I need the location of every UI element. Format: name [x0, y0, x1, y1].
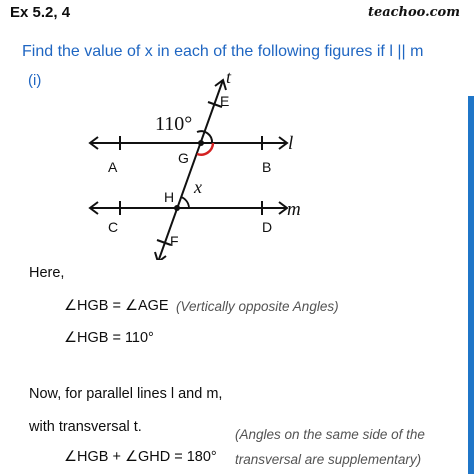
question-text: Find the value of x in each of the following figures if l || m — [22, 43, 424, 60]
label-h: H — [164, 189, 175, 205]
label-t: t — [226, 67, 232, 87]
label-l: l — [288, 133, 294, 154]
brand-logo: teachoo.com — [367, 5, 460, 20]
angle-110-label: 110° — [155, 113, 193, 135]
solution-here: Here, — [29, 265, 65, 281]
transversal-line: with transversal t. — [29, 419, 142, 435]
angle-x-label: x — [194, 177, 202, 197]
transversal-t — [158, 80, 223, 260]
label-m: m — [287, 199, 301, 220]
top-bar — [0, 0, 474, 30]
arc-x — [181, 197, 189, 208]
label-d: D — [262, 219, 273, 235]
point-h — [174, 205, 180, 211]
point-g — [198, 140, 204, 146]
equation-1-note: (Vertically opposite Angles) — [176, 299, 339, 314]
now-line: Now, for parallel lines l and m, — [29, 386, 223, 402]
exercise-number: Ex 5.2, 4 — [10, 4, 71, 21]
equation-2: ∠HGB = 110° — [64, 330, 154, 346]
question-part: (i) — [28, 72, 42, 89]
equation-3-note-2: transversal are supplementary) — [235, 452, 422, 467]
equation-3-note-1: (Angles on the same side of the — [235, 427, 425, 442]
label-a: A — [108, 159, 118, 175]
label-f: F — [170, 233, 179, 249]
label-b: B — [262, 159, 272, 175]
geometry-figure — [0, 60, 474, 260]
label-e: E — [220, 93, 230, 109]
equation-1: ∠HGB = ∠AGE — [64, 298, 169, 314]
equation-3: ∠HGB + ∠GHD = 180° — [64, 449, 217, 465]
label-g: G — [178, 150, 189, 166]
label-c: C — [108, 219, 119, 235]
